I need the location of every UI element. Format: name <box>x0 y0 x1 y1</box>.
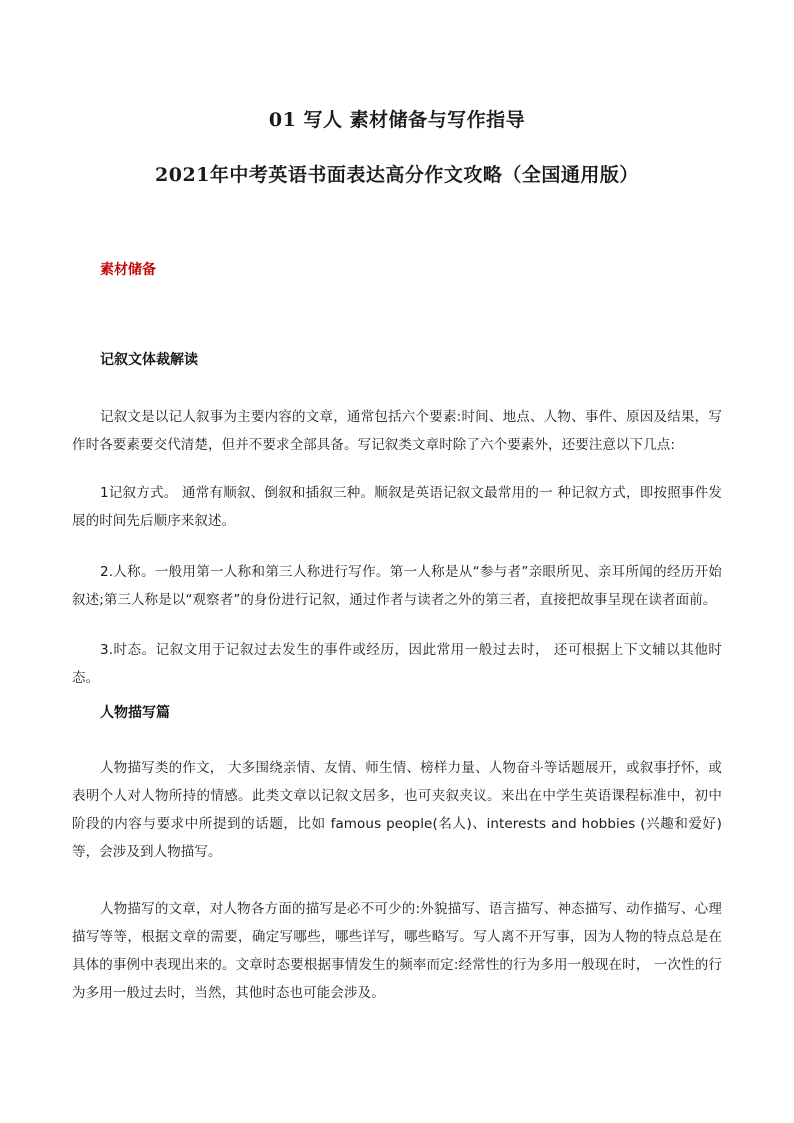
paragraph-intro: 记叙文是以记人叙事为主要内容的文章，通常包括六个要素:时间、地点、人物、事件、原因及结果，写作时各要素要交代清楚，但并不要求全部具备。写记叙类文章时除了六个要素外，还要注意以下几点: <box>72 408 722 453</box>
paragraph-tense: 3.时态。记叙文用于记叙过去发生的事件或经历，因此常用一般过去时， 还可根据上下文辅以其他时态。 <box>72 641 722 686</box>
paragraph-character-techniques: 人物描写的文章，对人物各方面的描写是必不可少的:外貌描写、语言描写、神态描写、动作描写、心理描写等等，根据文章的需要，确定写哪些，哪些详写，哪些略写。写人离不开写事，因为人物的特点总是在具体的事例中表现出来的。文章时态要根据事情发生的频率而定:经常性的行为多用一般现在时， 一次性的行为多用一般过去时，当然，其他时态也可能会涉及。 <box>72 900 722 1001</box>
document-subtitle: 2021年中考英语书面表达高分作文攻略（全国通用版） <box>155 164 639 186</box>
paragraph-narration-method: 1记叙方式。 通常有顺叙、倒叙和插叙三种。顺叙是英语记叙文最常用的一 种记叙方式，即按照事件发展的时间先后顺序来叙述。 <box>72 484 722 529</box>
document-title: 01 写人 素材储备与写作指导 <box>268 109 526 131</box>
paragraph-character-topics: 人物描写类的作文， 大多围绕亲情、友情、师生情、榜样力量、人物奋斗等话题展开，或叙事抒怀，或表明个人对人物所持的情感。此类文章以记叙文居多，也可夹叙夹议。来出在中学生英语课程标准中，初中阶段的内容与要求中所提到的话题，比如 famous people(名人)、interests and hobbies (兴趣和爱好)等，会涉及到人物描写。 <box>72 759 722 860</box>
paragraph-person: 2.人称。一般用第一人称和第三人称进行写作。第一人称是从“参与者”亲眼所见、亲耳所闻的经历开始叙述;第三人称是以“观察者”的身份进行记叙，通过作者与读者之外的第三者，直接把故事呈现在读者面前。 <box>72 563 722 608</box>
section-label: 素材储备 <box>100 262 156 278</box>
heading-character-description: 人物描写篇 <box>100 705 170 721</box>
heading-narrative-genre: 记叙文体裁解读 <box>100 352 198 368</box>
